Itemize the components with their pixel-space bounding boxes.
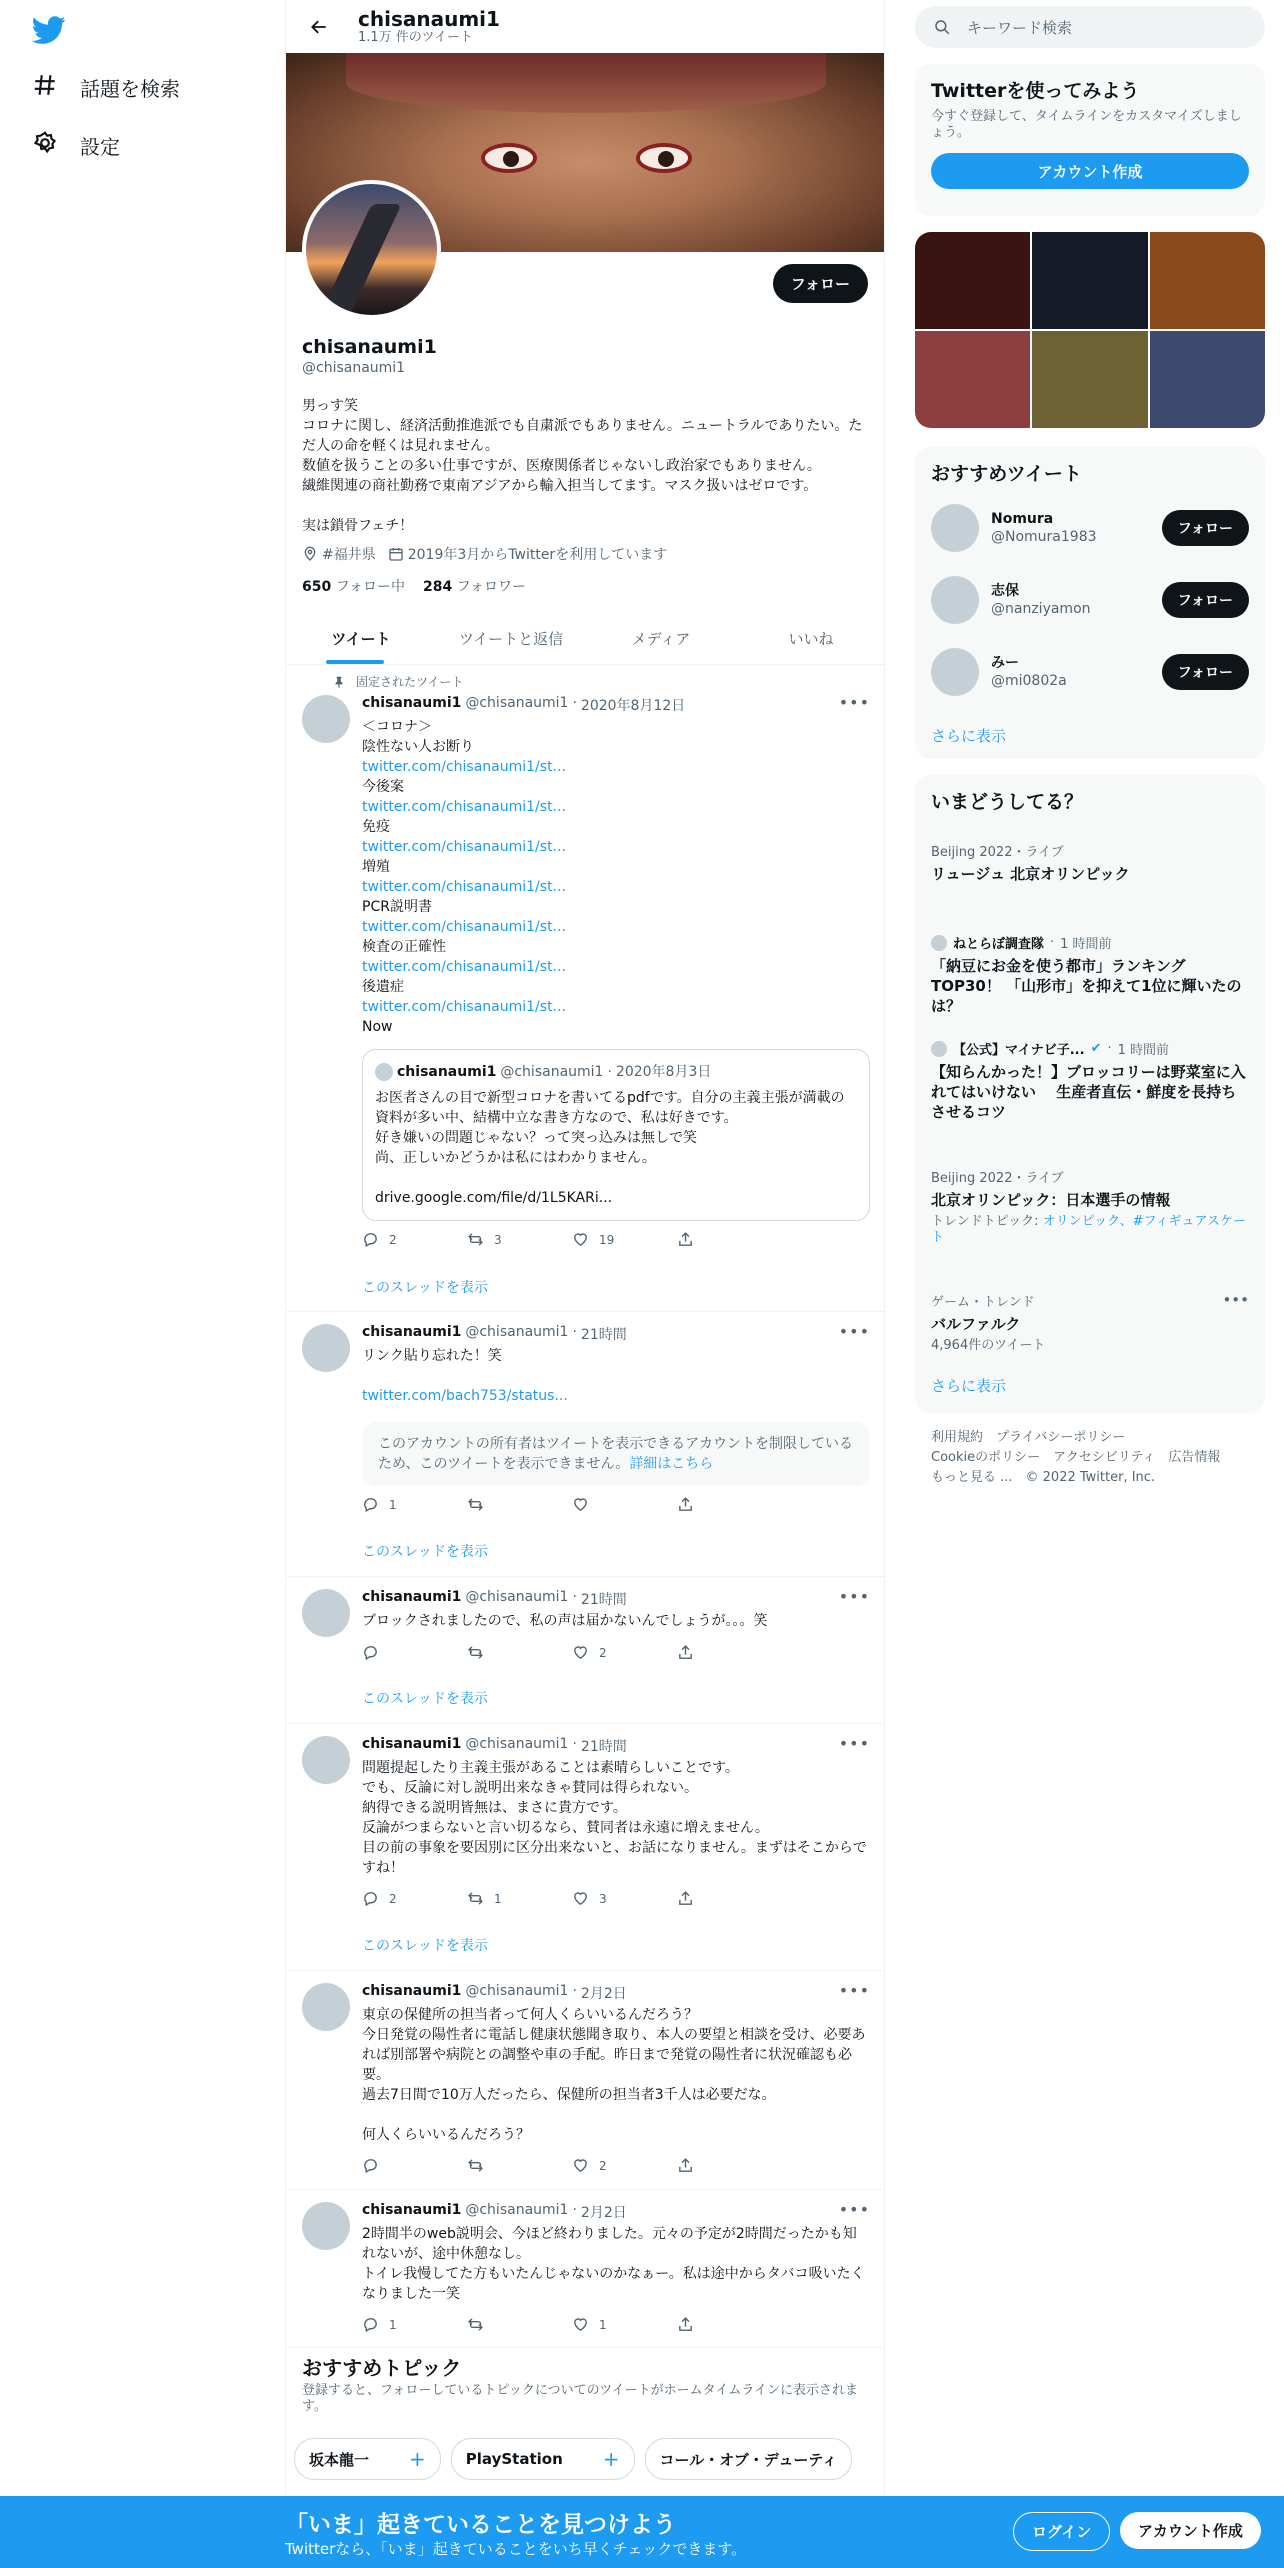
topics-subtitle: 登録すると、フォローしているトピックについてのツイートがホームタイムラインに表示されます。 bbox=[302, 2383, 859, 2414]
tweet-link[interactable]: twitter.com/chisanaumi1/st... bbox=[362, 879, 566, 895]
share-icon bbox=[677, 1496, 694, 1513]
share-button[interactable] bbox=[677, 1231, 782, 1248]
tweet-content bbox=[362, 695, 870, 1037]
more-icon[interactable]: ••• bbox=[838, 1734, 870, 1753]
tweet-line: 免疫 bbox=[362, 819, 390, 835]
recommended-topics bbox=[286, 2352, 885, 2471]
media-thumbnail[interactable] bbox=[915, 331, 1030, 428]
tweet-text: 2時間半のweb説明会、今ほど終わりました。元々の予定が2時間だったかも知れないが、途中休憩なし。 トイレ我慢してた方もいたんじゃないのかなぁー。私は途中からタバコ吸いたくなりました一笑 bbox=[362, 2226, 865, 2302]
tweet-line: 増殖 bbox=[362, 859, 390, 875]
login-button[interactable]: ログイン bbox=[1013, 2512, 1110, 2551]
retweet-button[interactable] bbox=[467, 2157, 572, 2174]
tweet-actions bbox=[362, 1496, 782, 1513]
tweet-link[interactable]: twitter.com/chisanaumi1/st... bbox=[362, 959, 566, 975]
location bbox=[302, 544, 376, 564]
nav-explore[interactable] bbox=[32, 72, 180, 103]
heart-icon bbox=[572, 2316, 589, 2333]
retweet-icon bbox=[467, 1890, 484, 1907]
share-icon bbox=[677, 1890, 694, 1907]
tweet-line: 陰性ない人お断り bbox=[362, 739, 474, 755]
twitter-logo-icon[interactable] bbox=[32, 13, 66, 47]
hashtag-icon bbox=[32, 72, 58, 103]
tweet-actions bbox=[362, 2316, 782, 2333]
retweet-button[interactable]: 1 bbox=[467, 1890, 572, 1907]
tweet-content: chisanaumi1 @chisanaumi1 · 21時間 ブロックされましたので、私の声は届かないんでしょうが。。。笑 bbox=[362, 1589, 870, 1631]
follow-button[interactable]: フォロー bbox=[773, 264, 868, 303]
trend-item[interactable]: Beijing 2022・ライブ リュージュ 北京オリンピック bbox=[931, 845, 1130, 883]
like-button[interactable]: 2 bbox=[572, 1644, 677, 1661]
like-button[interactable]: 1 bbox=[572, 2316, 677, 2333]
retweet-button[interactable] bbox=[467, 1496, 572, 1513]
share-icon bbox=[677, 2157, 694, 2174]
more-icon[interactable]: ••• bbox=[838, 1587, 870, 1606]
prompt-subtext: Twitterなら、「いま」起きていることをいち早くチェックできます。 bbox=[285, 2540, 747, 2558]
back-arrow-icon[interactable] bbox=[302, 10, 336, 44]
main-column bbox=[285, 0, 885, 2568]
banner-eye-left bbox=[481, 143, 537, 173]
tweet-link[interactable]: twitter.com/chisanaumi1/st... bbox=[362, 919, 566, 935]
more-icon[interactable]: ••• bbox=[838, 2200, 870, 2219]
profile-tabs bbox=[286, 612, 885, 665]
share-button[interactable] bbox=[677, 1644, 782, 1661]
account-avatar bbox=[931, 1041, 947, 1057]
share-button[interactable] bbox=[677, 1890, 782, 1907]
footer-line[interactable]: 利用規約 プライバシーポリシー bbox=[931, 1430, 1126, 1445]
nav-settings[interactable] bbox=[32, 130, 120, 161]
retweet-button[interactable] bbox=[467, 1644, 572, 1661]
tweet-actions bbox=[362, 2157, 782, 2174]
nav-settings-label: 設定 bbox=[80, 135, 120, 159]
tweet-text: 東京の保健所の担当者って何人くらいいるんだろう？ 今日発覚の陽性者に電話し健康状態聞き取り、本人の要望と相談を受け、必要あれば別部署や病院との調整や車の手配。昨日まで発覚の陽性者に状況確認も必要。 過去7日間で10万人だったら、保健所の担当者3千人は必要だな。 何人くらいいるんだろう？ bbox=[362, 2007, 866, 2143]
show-thread-link[interactable]: このスレッドを表示 bbox=[362, 1280, 488, 1296]
tweet[interactable] bbox=[286, 1971, 885, 2190]
avatar-airplane-wing bbox=[320, 204, 401, 314]
tweet[interactable] bbox=[286, 665, 885, 1312]
signup-subtitle: 今すぐ登録して、タイムラインをカスタマイズしましょう。 bbox=[931, 109, 1242, 140]
tweet-actions bbox=[362, 1644, 782, 1661]
share-button[interactable] bbox=[677, 2316, 782, 2333]
search-placeholder: キーワード検索 bbox=[967, 18, 1073, 37]
tweet-line: PCR説明書 bbox=[362, 899, 432, 915]
topic-chips bbox=[294, 2438, 852, 2480]
verified-badge-icon: ✔ bbox=[1090, 1041, 1102, 1056]
tweet[interactable] bbox=[286, 2190, 885, 2348]
reply-icon bbox=[362, 1496, 379, 1513]
profile-name: chisanaumi1 bbox=[302, 336, 437, 358]
search-input[interactable] bbox=[915, 6, 1265, 48]
tweet-avatar[interactable] bbox=[302, 1324, 350, 1372]
more-icon[interactable]: ••• bbox=[838, 1981, 870, 2000]
pinned-indicator: 固定されたツイート bbox=[332, 673, 463, 690]
show-more-link[interactable]: さらに表示 bbox=[931, 727, 1007, 745]
quoted-header: chisanaumi1 @chisanaumi1 · 2020年8月3日 bbox=[375, 1062, 857, 1082]
retweet-icon bbox=[467, 2157, 484, 2174]
reply-button[interactable]: 1 bbox=[362, 2316, 467, 2333]
tweet-author-name[interactable]: chisanaumi1 bbox=[362, 695, 462, 711]
tweet-avatar[interactable] bbox=[302, 1983, 350, 2031]
following-link[interactable]: 650 フォロー中 bbox=[302, 579, 405, 595]
reply-icon bbox=[362, 1644, 379, 1661]
tweet-line: Now bbox=[362, 1019, 393, 1035]
like-button[interactable]: 3 bbox=[572, 1890, 677, 1907]
header-name: chisanaumi1 bbox=[358, 6, 500, 31]
heart-icon bbox=[572, 2157, 589, 2174]
suggested-user[interactable]: みー @mi0802a フォロー bbox=[931, 648, 1249, 696]
show-thread-link[interactable]: このスレッドを表示 bbox=[362, 1691, 488, 1707]
location-text: #福井県 bbox=[322, 547, 376, 563]
tweet-text: リンク貼り忘れた！笑 bbox=[362, 1348, 502, 1364]
media-grid bbox=[915, 232, 1265, 428]
reply-button[interactable]: 2 bbox=[362, 1231, 467, 1248]
tweet-header: chisanaumi1 @chisanaumi1 · 2020年8月12日 bbox=[362, 695, 686, 714]
tweet-author-handle: @chisanaumi1 bbox=[465, 695, 569, 711]
follow-button[interactable]: フォロー bbox=[1162, 654, 1249, 690]
trends-title: いまどうしてる？ bbox=[931, 791, 1084, 813]
tweet-line: 後遺症 bbox=[362, 979, 404, 995]
tweet-actions bbox=[362, 1231, 782, 1248]
trend-item[interactable]: ゲーム・トレンド バルファルク 4,964件のツイート ••• bbox=[931, 1291, 1249, 1353]
tweet-link[interactable]: twitter.com/chisanaumi1/st... bbox=[362, 839, 566, 855]
tweet-avatar[interactable] bbox=[302, 695, 350, 743]
more-icon[interactable]: ••• bbox=[838, 1322, 870, 1341]
tweet[interactable] bbox=[286, 1577, 885, 1724]
reply-button[interactable]: 2 bbox=[362, 1890, 467, 1907]
who-to-follow-card bbox=[915, 447, 1265, 759]
banner-hair bbox=[346, 53, 826, 113]
profile-avatar[interactable] bbox=[302, 180, 441, 319]
profile-info bbox=[302, 336, 870, 596]
plus-icon: + bbox=[602, 2447, 620, 2471]
media-thumbnail[interactable] bbox=[1150, 232, 1265, 329]
signup-card bbox=[915, 64, 1265, 216]
tweet-content: chisanaumi1 @chisanaumi1 · 21時間 問題提起したり主義主張があることは素晴らしいことです。 でも、反論に対し説明出来なきゃ賛同は得られない。 納得できる説明皆無は、まさに貴方です。 反論がつまらないと言い切るなら、賛同者は永遠に増えません。 目の前の事象を要因別に区分出来ないと、お話になりません。まずはそこからですね！ bbox=[362, 1736, 870, 1878]
follow-button[interactable]: フォロー bbox=[1162, 510, 1249, 546]
like-button[interactable] bbox=[572, 1496, 677, 1513]
prompt-heading: 「いま」起きていることを見つけよう bbox=[285, 2512, 676, 2538]
share-icon bbox=[677, 1231, 694, 1248]
topic-chip[interactable]: コール・オブ・デューティ bbox=[645, 2438, 853, 2480]
tweet-time[interactable]: 2020年8月12日 bbox=[580, 698, 686, 714]
tab-tweets[interactable]: ツイート bbox=[286, 612, 436, 664]
tweet-avatar[interactable] bbox=[302, 2202, 350, 2250]
user-avatar[interactable] bbox=[931, 576, 979, 624]
reply-button[interactable] bbox=[362, 2157, 467, 2174]
topic-chip[interactable]: PlayStation + bbox=[451, 2438, 635, 2480]
joined-date bbox=[388, 544, 667, 564]
media-thumbnail[interactable] bbox=[1150, 331, 1265, 428]
more-icon[interactable]: ••• bbox=[1222, 1291, 1249, 1309]
retweet-button[interactable]: 3 bbox=[467, 1231, 572, 1248]
share-button[interactable] bbox=[677, 1496, 782, 1513]
reply-button[interactable] bbox=[362, 1644, 467, 1661]
retweet-icon bbox=[467, 2316, 484, 2333]
footer-line[interactable]: もっと見る ... © 2022 Twitter, Inc. bbox=[931, 1470, 1156, 1485]
search-icon bbox=[933, 18, 951, 36]
tweet-text: 問題提起したり主義主張があることは素晴らしいことです。 でも、反論に対し説明出来なきゃ賛同は得られない。 納得できる説明皆無は、まさに貴方です。 反論がつまらないと言い切るなら、賛同者は永遠に増えません。 目の前の事象を要因別に区分出来ないと、お話になりません。まずはそこからですね！ bbox=[362, 1760, 867, 1876]
topics-title: おすすめトピック bbox=[302, 2356, 462, 2380]
tweet-avatar[interactable] bbox=[302, 1736, 350, 1784]
trends-card bbox=[915, 775, 1265, 1413]
reply-icon bbox=[362, 1890, 379, 1907]
media-thumbnail[interactable] bbox=[1032, 232, 1147, 329]
profile-meta bbox=[302, 544, 870, 564]
tweet-link[interactable]: twitter.com/chisanaumi1/st... bbox=[362, 799, 566, 815]
suggested-user[interactable]: 志保 @nanziyamon フォロー bbox=[931, 576, 1249, 624]
tweet-text: ブロックされましたので、私の声は届かないんでしょうが。。。笑 bbox=[362, 1613, 768, 1629]
account-avatar bbox=[931, 935, 947, 951]
quoted-avatar bbox=[375, 1063, 393, 1081]
header-tweet-count: 1.1万 件のツイート bbox=[358, 29, 473, 45]
tweet[interactable] bbox=[286, 1724, 885, 1971]
footer-line[interactable]: Cookieのポリシー アクセシビリティ 広告情報 bbox=[931, 1450, 1221, 1465]
more-icon[interactable]: ••• bbox=[838, 693, 870, 712]
tweet-content: chisanaumi1 @chisanaumi1 · 2月2日 2時間半のweb説明会、今ほど終わりました。元々の予定が2時間だったかも知れないが、途中休憩なし。 トイレ我慢してた方もいたんじゃないのかなぁー。私は途中からタバコ吸いたくなりました一笑 bbox=[362, 2202, 870, 2304]
quoted-tweet[interactable] bbox=[362, 1049, 870, 1221]
left-navigation bbox=[0, 0, 285, 2568]
followers-link[interactable]: 284 フォロワー bbox=[423, 579, 526, 595]
like-button[interactable]: 19 bbox=[572, 1231, 677, 1248]
retweet-icon bbox=[467, 1231, 484, 1248]
signup-title: Twitterを使ってみよう bbox=[931, 80, 1140, 102]
quoted-text: お医者さんの目で新型コロナを書いてるpdfです。自分の主義主張が満載の資料が多い中、結構中立な書き方なので、私は好きです。 好き嫌いの問題じゃない？って突っ込みは無しで笑 尚、正しいかどうかは私にはわかりません。 drive.google.com/file/d/1L5KARi... bbox=[375, 1090, 845, 1206]
reply-button[interactable]: 1 bbox=[362, 1496, 467, 1513]
share-icon bbox=[677, 1644, 694, 1661]
tweet-actions bbox=[362, 1890, 782, 1907]
show-more-link[interactable]: さらに表示 bbox=[931, 1377, 1007, 1395]
retweet-button[interactable] bbox=[467, 2316, 572, 2333]
profile-bio: 男っす笑 コロナに関し、経済活動推進派でも自粛派でもありません。ニュートラルでありたい。ただ人の命を軽くは見れません。 数値を扱うことの多い仕事ですが、医療関係者じゃないし政治家でもありません。 繊維関連の商社勤務で東南アジアから輸入担当してます。マスク扱いはゼロです。 実は鎖骨フェチ！ bbox=[302, 398, 863, 534]
follow-button[interactable]: フォロー bbox=[1162, 582, 1249, 618]
calendar-icon bbox=[388, 546, 404, 562]
tweet-link[interactable]: twitter.com/chisanaumi1/st... bbox=[362, 999, 566, 1015]
user-avatar[interactable] bbox=[931, 504, 979, 552]
tweet-line: 今後案 bbox=[362, 779, 404, 795]
joined-text: 2019年3月からTwitterを利用しています bbox=[407, 547, 668, 563]
reply-icon bbox=[362, 1231, 379, 1248]
tab-media[interactable]: メディア bbox=[631, 629, 691, 648]
who-to-follow-title: おすすめツイート bbox=[931, 463, 1082, 485]
plus-icon: + bbox=[409, 2447, 426, 2471]
tweet-line: 検査の正確性 bbox=[362, 939, 446, 955]
login-prompt-bar bbox=[0, 2496, 1284, 2568]
location-pin-icon bbox=[302, 546, 318, 562]
show-thread-link[interactable]: このスレッドを表示 bbox=[362, 1938, 488, 1954]
banner-eye-right bbox=[636, 143, 692, 173]
tweet[interactable] bbox=[286, 1312, 885, 1577]
reply-icon bbox=[362, 2157, 379, 2174]
tab-likes[interactable]: いいね bbox=[788, 629, 834, 648]
trend-item[interactable]: Beijing 2022・ライブ 北京オリンピック：日本選手の情報 トレンドトピック: オリンピック、#フィギュアスケート bbox=[931, 1171, 1246, 1245]
restricted-notice: このアカウントの所有者はツイートを表示できるアカウントを制限しているため、このツイートを表示できません。詳細はこちら bbox=[362, 1422, 870, 1486]
pin-icon bbox=[332, 675, 346, 689]
show-thread-link[interactable]: このスレッドを表示 bbox=[362, 1544, 488, 1560]
footer-links bbox=[931, 1428, 1261, 1488]
nav-explore-label: 話題を検索 bbox=[80, 77, 180, 101]
media-thumbnail[interactable] bbox=[915, 232, 1030, 329]
reply-icon bbox=[362, 2316, 379, 2333]
heart-icon bbox=[572, 1231, 589, 1248]
tweet-line: ＜コロナ＞ bbox=[362, 719, 432, 735]
tweet-avatar[interactable] bbox=[302, 1589, 350, 1637]
heart-icon bbox=[572, 1496, 589, 1513]
create-account-button[interactable]: アカウント作成 bbox=[931, 153, 1249, 189]
retweet-icon bbox=[467, 1644, 484, 1661]
gear-icon bbox=[32, 130, 58, 161]
tab-tweets-replies[interactable]: ツイートと返信 bbox=[458, 629, 564, 648]
follow-counts bbox=[302, 576, 870, 596]
like-button[interactable]: 2 bbox=[572, 2157, 677, 2174]
tweet-text bbox=[362, 717, 870, 1037]
tweet-content: chisanaumi1 @chisanaumi1 · 2月2日 東京の保健所の担当者って何人くらいいるんだろう？ 今日発覚の陽性者に電話し健康状態聞き取り、本人の要望と相談を受け、必要あれば別部署や病院との調整や車の手配。昨日まで発覚の陽性者に状況確認も必要。 過去7日間で10万人だったら、保健所の担当者3千人は必要だな。 何人くらいいるんだろう？ bbox=[362, 1983, 870, 2145]
tweet-link[interactable]: twitter.com/chisanaumi1/st... bbox=[362, 759, 566, 775]
trend-item[interactable]: ねとらぼ調査隊 · 1 時間前 「納豆にお金を使う都市」ランキングTOP30！ 「山形市」を抑えて1位に輝いたのは？ bbox=[931, 935, 1242, 1015]
suggested-user[interactable]: Nomura @Nomura1983 フォロー bbox=[931, 504, 1249, 552]
trend-item[interactable]: 【公式】マイナビ子... ✔ · 1 時間前 【知らんかった！】ブロッコリーは野菜室に入れてはいけない 生産者直伝・鮮度を長持ちさせるコツ bbox=[931, 1041, 1246, 1121]
user-avatar[interactable] bbox=[931, 648, 979, 696]
signup-button[interactable]: アカウント作成 bbox=[1120, 2512, 1261, 2549]
share-button[interactable] bbox=[677, 2157, 782, 2174]
heart-icon bbox=[572, 1890, 589, 1907]
share-icon bbox=[677, 2316, 694, 2333]
profile-handle: @chisanaumi1 bbox=[302, 360, 406, 376]
profile-header-bar bbox=[286, 0, 884, 53]
tweet-link[interactable]: twitter.com/bach753/status... bbox=[362, 1388, 568, 1404]
retweet-icon bbox=[467, 1496, 484, 1513]
topic-chip[interactable]: 坂本龍一 + bbox=[294, 2438, 441, 2480]
heart-icon bbox=[572, 1644, 589, 1661]
tweet-content: chisanaumi1 @chisanaumi1 · 21時間 リンク貼り忘れた！笑 twitter.com/bach753/status... bbox=[362, 1324, 870, 1406]
learn-more-link[interactable]: 詳細はこちら bbox=[629, 1456, 714, 1472]
media-thumbnail[interactable] bbox=[1032, 331, 1147, 428]
